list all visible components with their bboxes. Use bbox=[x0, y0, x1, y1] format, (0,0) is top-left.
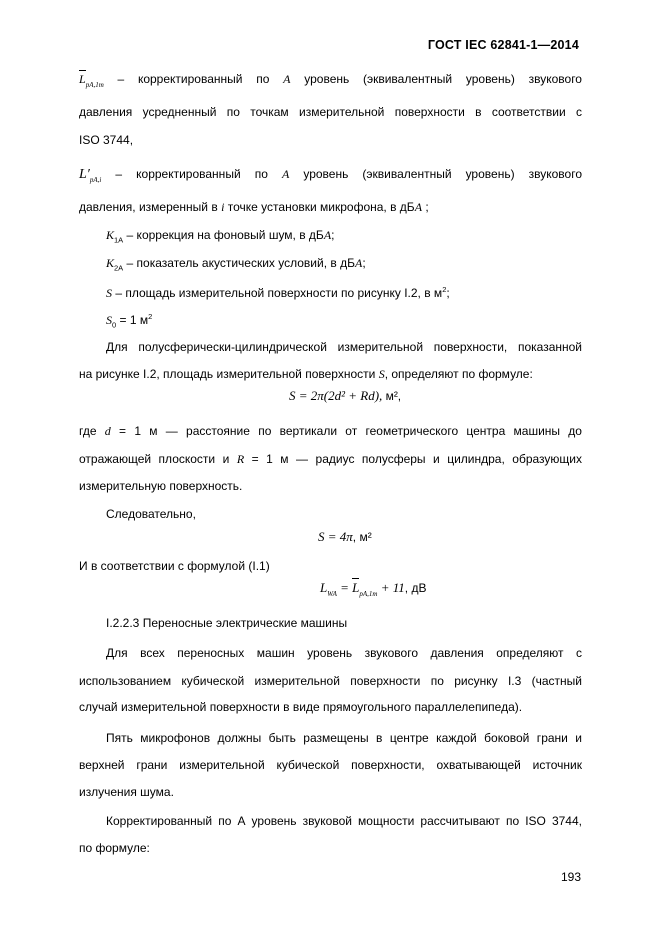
def-k1: $K_{1A}$ – коррекция на фоновый шум, в дБА; bbox=[106, 228, 335, 245]
para2-line1: где d = 1 м — расстояние по вертикали от геометрического центра машины до bbox=[79, 424, 582, 438]
para5-line2: по формуле: bbox=[79, 841, 150, 855]
para3-line3: случай измерительной поверхности в виде прямоугольного параллелепипеда). bbox=[79, 700, 523, 714]
def-lpa-line1: $L_{pA,1m}$ – корректированный по A уровень (эквивалентный уровень) звукового bbox=[79, 72, 582, 89]
para2-line3: измерительную поверхность. bbox=[79, 479, 243, 493]
def-lpa-line3: ISO 3744, bbox=[79, 133, 134, 147]
lpai-symbol: $L'_{pA,i}$ bbox=[79, 167, 102, 184]
def-s0: $S_0 = 1$ $м^2$ bbox=[106, 312, 153, 330]
section-heading: I.2.2.3 Переносные электрические машины bbox=[106, 616, 348, 630]
formula-reference-text: И в соответствии с формулой (I.1) bbox=[79, 559, 270, 573]
para3-line2: использованием кубической измерительной поверхности по рисунку I.3 (частный bbox=[79, 674, 582, 688]
para1-line1: Для полусферически-цилиндрической измерительной поверхности, показанной bbox=[106, 340, 582, 354]
lpa-symbol: $L_{pA,1m}$ bbox=[79, 72, 104, 89]
formula-power-level: $L_{WA} = L_{pA,1m} + 11$, дВ bbox=[320, 580, 427, 598]
page-number: 193 bbox=[560, 870, 581, 884]
para4-line2: верхней грани измерительной кубической поверхности, охватывающей источник bbox=[79, 758, 582, 772]
consequently-text: Следовательно, bbox=[106, 507, 196, 521]
def-s: S – площадь измерительной поверхности по рисунку I.2, в $м^2$; bbox=[106, 285, 450, 300]
para2-line2: отражающей плоскости и R = 1 м — радиус полусферы и цилиндра, образующих bbox=[79, 452, 583, 466]
para4-line1: Пять микрофонов должны быть размещены в центре каждой боковой грани и bbox=[106, 731, 582, 745]
formula-surface-area: S = 2π(2d² + Rd), м², bbox=[289, 388, 402, 403]
para4-line3: излучения шума. bbox=[79, 785, 174, 799]
para3-line1: Для всех переносных машин уровень звукового давления определяют с bbox=[106, 646, 582, 660]
formula-area-result: S = 4π, м² bbox=[318, 529, 372, 544]
def-lpai-line2: давления, измеренный в i точке установки микрофона, в дБА ; bbox=[79, 200, 429, 214]
para1-line2: на рисунке I.2, площадь измерительной поверхности S, определяют по формуле: bbox=[79, 367, 533, 381]
def-lpai-line1: $L'_{pA,i}$ – корректированный по A уровень (эквивалентный уровень) звукового bbox=[79, 167, 582, 184]
def-lpa-line2: давления усредненный по точкам измерительной поверхности в соответствии с bbox=[79, 105, 582, 119]
document-header: ГОСТ IEC 62841-1—2014 bbox=[427, 38, 579, 52]
para5-line1: Корректированный по А уровень звуковой мощности рассчитывают по ISO 3744, bbox=[106, 814, 582, 828]
def-k2: $K_{2A}$ – показатель акустических условий, в дБА; bbox=[106, 256, 366, 273]
